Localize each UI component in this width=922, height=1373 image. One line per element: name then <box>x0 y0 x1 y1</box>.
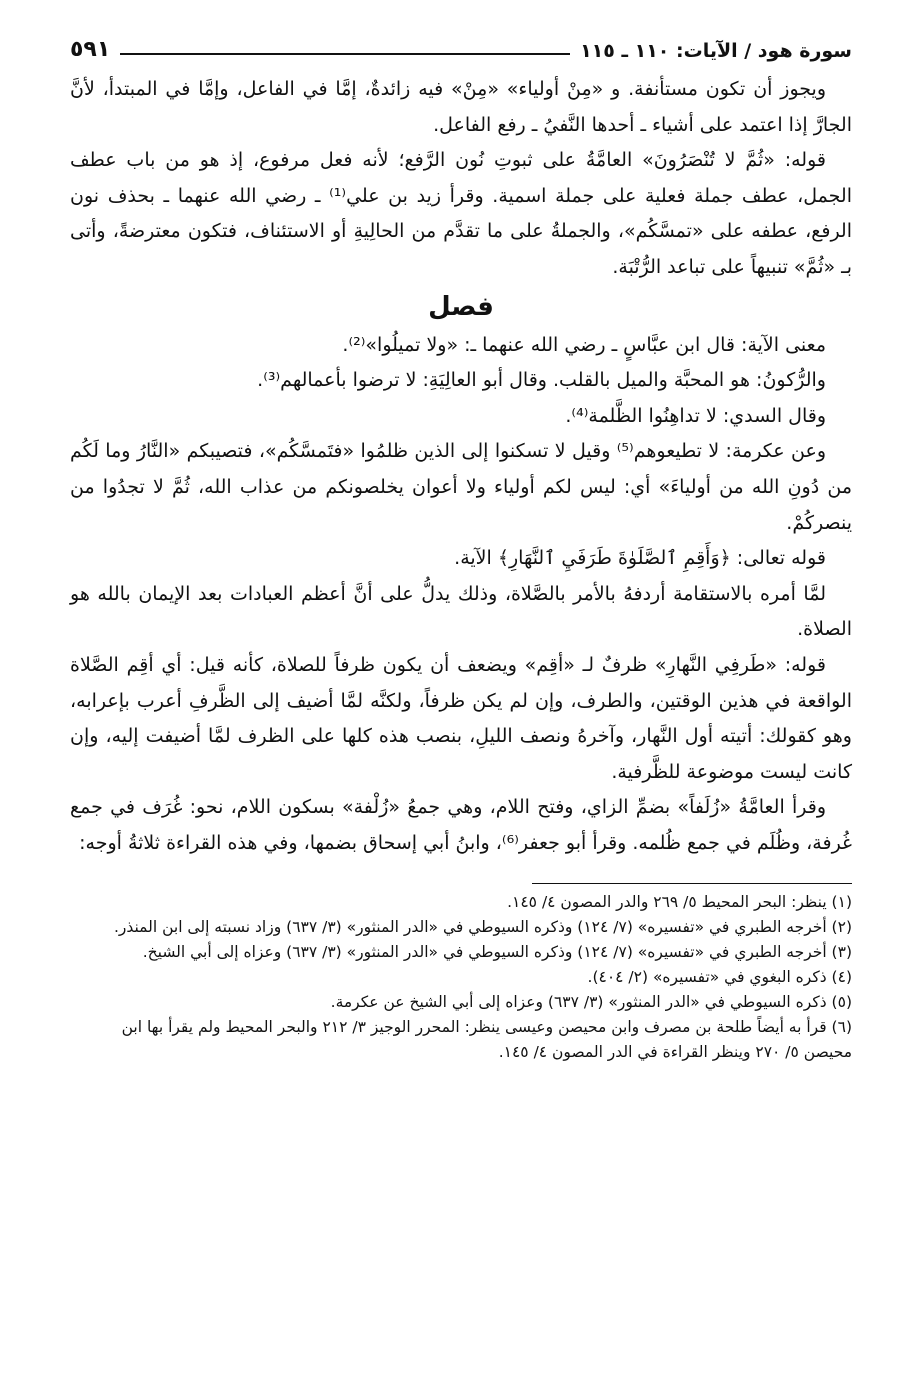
paragraph: ويجوز أن تكون مستأنفة. و «مِنْ أولياء» «مِنْ» فيه زائدةٌ، إمَّا في الفاعل، وإمَّا في المبتدأ، لأنَّ الجارَّ إذا اعتمد على أشياء ـ أحدها النَّفيُ ـ رفع الفاعل. <box>70 78 852 136</box>
paragraph: قوله: «ثُمَّ لا تُنْصَرُونَ» العامَّةُ على ثبوتِ نُون الرَّفع؛ لأنه فعل مرفوع، إذ هو من باب عطف الجمل، عطف جملة فعلية على جملة اسمية. وقرأ زيد بن علي⁽¹⁾ ـ رضي الله عنهما ـ بحذف نون الرفع، عطفه على «تمسَّكُم»، والجملةُ على ما تقدَّم من الحالِيةِ أو الاستئناف، فتكون معترضةً، وأتى بـ «ثُمَّ» تنبيهاً على تباعد الرُّتْبَة. <box>70 149 852 278</box>
section-heading: فصل <box>428 291 494 322</box>
footnotes <box>70 890 852 1065</box>
footnote: (٥) ذكره السيوطي في «الدر المنثور» (٣/ ٦٣٧) وعزاه إلى أبي الشيخ عن عكرمة. <box>330 993 852 1012</box>
footnote: (٤) ذكره البغوي في «تفسيره» (٢/ ٤٠٤). <box>587 968 852 987</box>
paragraph: معنى الآية: قال ابن عبَّاسٍ ـ رضي الله عنهما ـ: «ولا تميلُوا»⁽²⁾. <box>342 333 826 356</box>
header-rule <box>120 53 570 55</box>
paragraph: والرُّكونُ: هو المحبَّة والميل بالقلب. وقال أبو العالِيَةِ: لا ترضوا بأعمالهم⁽³⁾. <box>257 369 826 392</box>
footnote: (٢) أخرجه الطبري في «تفسيره» (٧/ ١٢٤) وذكره السيوطي في «الدر المنثور» (٣/ ٦٣٧) وزاد نسبته إلى ابن المنذر. <box>113 918 852 937</box>
main-text <box>70 72 852 861</box>
footnote: (٦) قرأ به أيضاً طلحة بن مصرف وابن محيصن وعيسى ينظر: المحرر الوجيز ٣/ ٢١٢ والبحر المحيط ولم يقرأ بها ابن محيصن ٥/ ٢٧٠ وينظر القراءة في الدر المصون ٤/ ١٤٥. <box>121 1018 852 1062</box>
paragraph: وقال السدي: لا تداهِنُوا الظَّلمة⁽⁴⁾. <box>565 404 826 427</box>
paragraph: قوله تعالى: ﴿وَأَقِمِ ٱلصَّلَوٰةَ طَرَفَيِ ٱلنَّهَارِ﴾ الآية. <box>454 547 826 570</box>
footnote-separator <box>532 883 852 884</box>
paragraph: قوله: «طَرفِي النَّهارِ» ظرفٌ لـ «أقِم» ويضعف أن يكون ظرفاً للصلاة، كأنه قيل: أي أقِم الصَّلاة الواقعة في هذين الوقتين، والطرف، وإن لم يكن ظرفاً، ولكنَّه لمَّا أضيف إلى الظَّرفِ أعرب بإعرابه، وهو كقولك: أتيته أول النَّهار، وآخرهُ ونصف الليلِ، بنصب هذه كلها على الظرف لمَّا أضيفت إليه، وإن كانت ليست موضوعة للظَّرفية. <box>70 653 852 783</box>
footnote: (١) ينظر: البحر المحيط ٥/ ٢٦٩ والدر المصون ٤/ ١٤٥. <box>507 893 852 912</box>
paragraph: وعن عكرمة: لا تطيعوهم⁽⁵⁾ وقيل لا تسكنوا إلى الذين ظلمُوا «فتَمسَّكُم»، فتصيبكم «النَّارُ وما لَكُم من دُونِ الله من أولياءَ» أي: ليس لكم أولياء ولا أعوان يخلصونكم من عذاب الله، ثُمَّ لا تجدُوا من ينصركُمْ. <box>70 440 852 534</box>
paragraph: وقرأ العامَّةُ «زُلَفاً» بضمِّ الزاي، وفتح اللام، وهي جمعُ «زُلْفة» بسكون اللام، نحو: غُرَف في جمع غُرفة، وظُلَم في جمع ظُلمه. وقرأ أبو جعفر⁽⁶⁾، وابنُ أبي إسحاق بضمها، وفي هذه القراءة ثلاثةُ أوجه: <box>70 796 852 854</box>
page-header <box>70 28 852 62</box>
running-title: سورة هود / الآيات: ١١٠ ـ ١١٥ <box>580 40 852 62</box>
footnote: (٣) أخرجه الطبري في «تفسيره» (٧/ ١٢٤) وذكره السيوطي في «الدر المنثور» (٣/ ٦٣٧) وعزاه إلى أبي الشيخ. <box>142 943 852 962</box>
paragraph: لمَّا أمره بالاستقامة أردفهُ بالأمر بالصَّلاة، وذلك يدلُّ على أنَّ أعظم العبادات بعد الإيمان بالله هو الصلاة. <box>70 582 852 641</box>
page-number: ٥٩١ <box>70 37 111 62</box>
